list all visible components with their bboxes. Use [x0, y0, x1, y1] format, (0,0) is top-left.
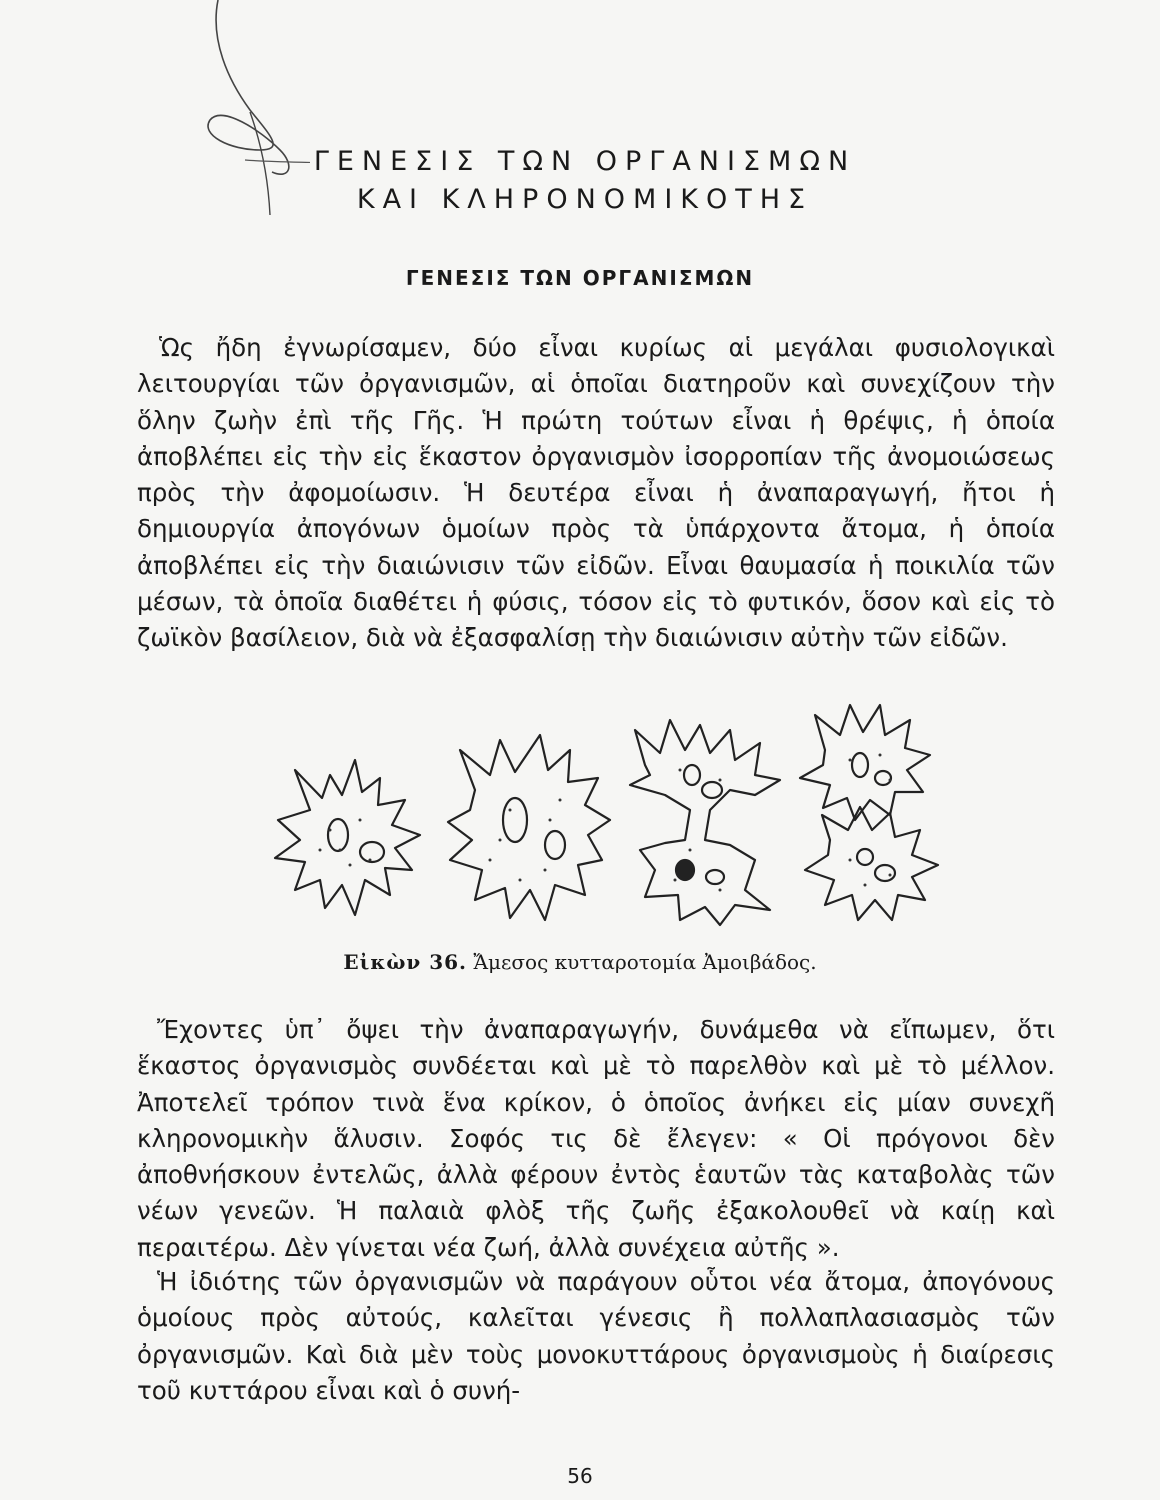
paragraph-1: Ὡς ἤδη ἐγνωρίσαμεν, δύο εἶναι κυρίως αἱ μεγάλαι φυσιολογικαὶ λειτουργίαι τῶν ὀργανισμῶν, αἱ ὁποῖαι διατηροῦν καὶ συνεχίζουν τὴν ὅλην ζωὴν ἐπὶ τῆς Γῆς. Ἡ πρώτη τούτων εἶναι ἡ θρέψις, ἡ ὁποία ἀποβλέπει εἰς τὴν εἰς ἕκαστον ὀργανισμὸν ἰσορροπίαν τῆς ἀνομοιώσεως πρὸς τὴν ἀφομοίωσιν. Ἡ δευτέρα εἶναι ἡ ἀναπαραγωγή, ἤτοι ἡ δημιουργία ἀπογόνων ὁμοίων πρὸς τὰ ὑπάρχοντα ἄτομα, ἡ ὁποία ἀποβλέπει εἰς τὴν διαιώνισιν τῶν εἰδῶν. Εἶναι θαυμασία ἡ ποικιλία τῶν μέσων, τὰ ὁποῖα διαθέτει ἡ φύσις, τόσον εἰς τὸ φυτικόν, ὅσον καὶ εἰς τὸ ζωϊκὸν βασίλειον, διὰ νὰ ἐξασφαλίσῃ τὴν διαιώνισιν αὐτὴν τῶν εἰδῶν.: [137, 333, 1055, 653]
paragraph-3: Ἡ ἰδιότης τῶν ὀργανισμῶν νὰ παράγουν οὗτοι νέα ἄτομα, ἀπογόνους ὁμοίους πρὸς αὐτούς, καλεῖται γένεσις ἢ πολλαπλασιασμὸς τῶν ὀργανισμῶν. Καὶ διὰ μὲν τοὺς μονοκυττάρους ὀργανισμοὺς ἡ διαίρεσις τοῦ κυττάρου εἶναι καὶ ὁ συνή-: [137, 1267, 1055, 1405]
chapter-title-line-2: ΚΑΙ ΚΛΗΡΟΝΟΜΙΚΟΤΗΣ: [356, 184, 814, 215]
figure-caption-text: Ἄμεσος κυτταροτομία Ἀμοιβάδος.: [473, 950, 817, 974]
amoeba-drawing-5: [805, 807, 938, 920]
amoeba-drawing-2: [448, 735, 610, 920]
figure-caption: [0, 950, 1160, 974]
section-heading: ΓΕΝΕΣΙΣ ΤΩΝ ΟΡΓΑΝΙΣΜΩΝ: [405, 266, 755, 290]
amoeba-division-figure: [250, 700, 940, 930]
amoeba-drawing-1: [275, 760, 420, 915]
figure-caption-label: Εἰκὼν 36.: [343, 950, 467, 974]
page-number: 56: [567, 1464, 593, 1488]
amoeba-drawing-3: [630, 720, 780, 925]
amoeba-drawing-4: [800, 705, 930, 820]
chapter-title-line-1: ΓΕΝΕΣΙΣ ΤΩΝ ΟΡΓΑΝΙΣΜΩΝ: [313, 146, 857, 177]
paragraph-2: Ἔχοντες ὑπ᾿ ὄψει τὴν ἀναπαραγωγήν, δυνάμεθα νὰ εἴπωμεν, ὅτι ἕκαστος ὀργανισμὸς συνδέεται καὶ μὲ τὸ παρελθὸν καὶ μὲ τὸ μέλλον. Ἀποτελεῖ τρόπον τινὰ ἕνα κρίκον, ὁ ὁποῖος ἀνήκει εἰς μίαν συνεχῆ κληρονομικὴν ἅλυσιν. Σοφός τις δὲ ἔλεγεν: « Οἱ πρόγονοι δὲν ἀποθνήσκουν ἐντελῶς, ἀλλὰ φέρουν ἐντὸς ἑαυτῶν τὰς καταβολὰς τῶν νέων γενεῶν. Ἡ παλαιὰ φλὸξ τῆς ζωῆς ἐξακολουθεῖ νὰ καίῃ καὶ περαιτέρω. Δὲν γίνεται νέα ζωή, ἀλλὰ συνέχεια αὐτῆς ».: [137, 1015, 1055, 1262]
